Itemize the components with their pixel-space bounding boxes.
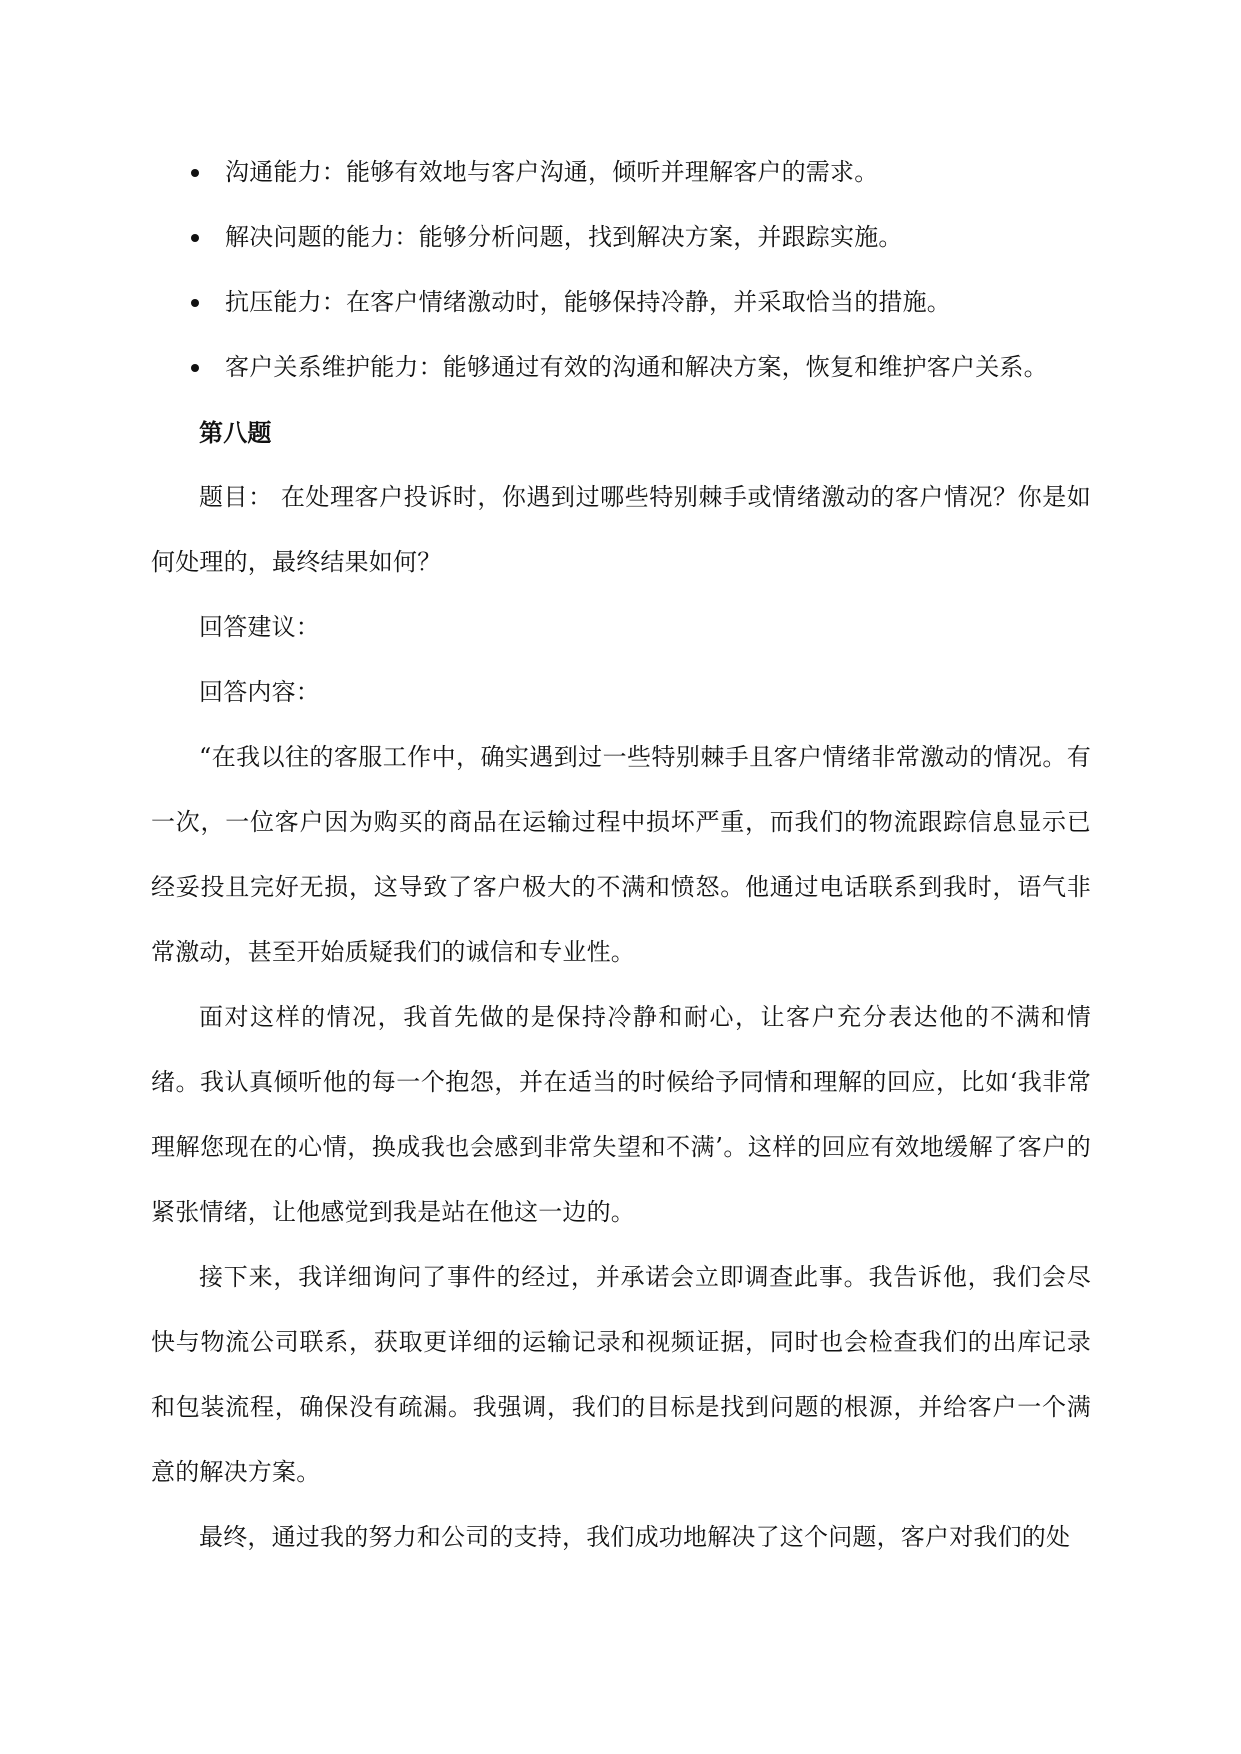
section-heading: 第八题 [199,418,272,447]
list-item-text: 抗压能力：在客户情绪激动时，能够保持冷静，并采取恰当的措施。 [225,288,951,316]
list-item [151,270,1091,335]
bullet-icon [191,364,199,372]
answer-paragraph: 最终，通过我的努力和公司的支持，我们成功地解决了这个问题，客户对我们的处 [199,1523,1071,1551]
list-item-text: 沟通能力：能够有效地与客户沟通，倾听并理解客户的需求。 [225,158,879,186]
bullet-icon [191,169,199,177]
suggestion-label: 回答建议： [199,613,320,641]
question-paragraph: 题目： 在处理客户投诉时，你遇到过哪些特别棘手或情绪激动的客户情况？你是如何处理的，最终结果如何？ [151,483,1091,576]
document-body [151,140,1091,1570]
list-item [151,205,1091,270]
answer-paragraph: “在我以往的客服工作中，确实遇到过一些特别棘手且客户情绪非常激动的情况。有一次，一位客户因为购买的商品在运输过程中损坏严重，而我们的物流跟踪信息显示已经妥投且完好无损，这导致了客户极大的不满和愤怒。他通过电话联系到我时，语气非常激动，甚至开始质疑我们的诚信和专业性。 [151,743,1091,966]
list-item-text: 客户关系维护能力：能够通过有效的沟通和解决方案，恢复和维护客户关系。 [225,353,1048,381]
list-item [151,140,1091,205]
list-item [151,335,1091,400]
answer-paragraph: 面对这样的情况，我首先做的是保持冷静和耐心，让客户充分表达他的不满和情绪。我认真倾听他的每一个抱怨，并在适当的时候给予同情和理解的回应，比如‘我非常理解您现在的心情，换成我也会感到非常失望和不满’。这样的回应有效地缓解了客户的紧张情绪，让他感觉到我是站在他这一边的。 [151,1003,1091,1226]
ability-list [151,140,1091,400]
bullet-icon [191,234,199,242]
bullet-icon [191,299,199,307]
answer-paragraph: 接下来，我详细询问了事件的经过，并承诺会立即调查此事。我告诉他，我们会尽快与物流公司联系，获取更详细的运输记录和视频证据，同时也会检查我们的出库记录和包装流程，确保没有疏漏。我强调，我们的目标是找到问题的根源，并给客户一个满意的解决方案。 [151,1263,1091,1486]
content-label: 回答内容： [199,678,320,706]
list-item-text: 解决问题的能力：能够分析问题，找到解决方案，并跟踪实施。 [225,223,903,251]
